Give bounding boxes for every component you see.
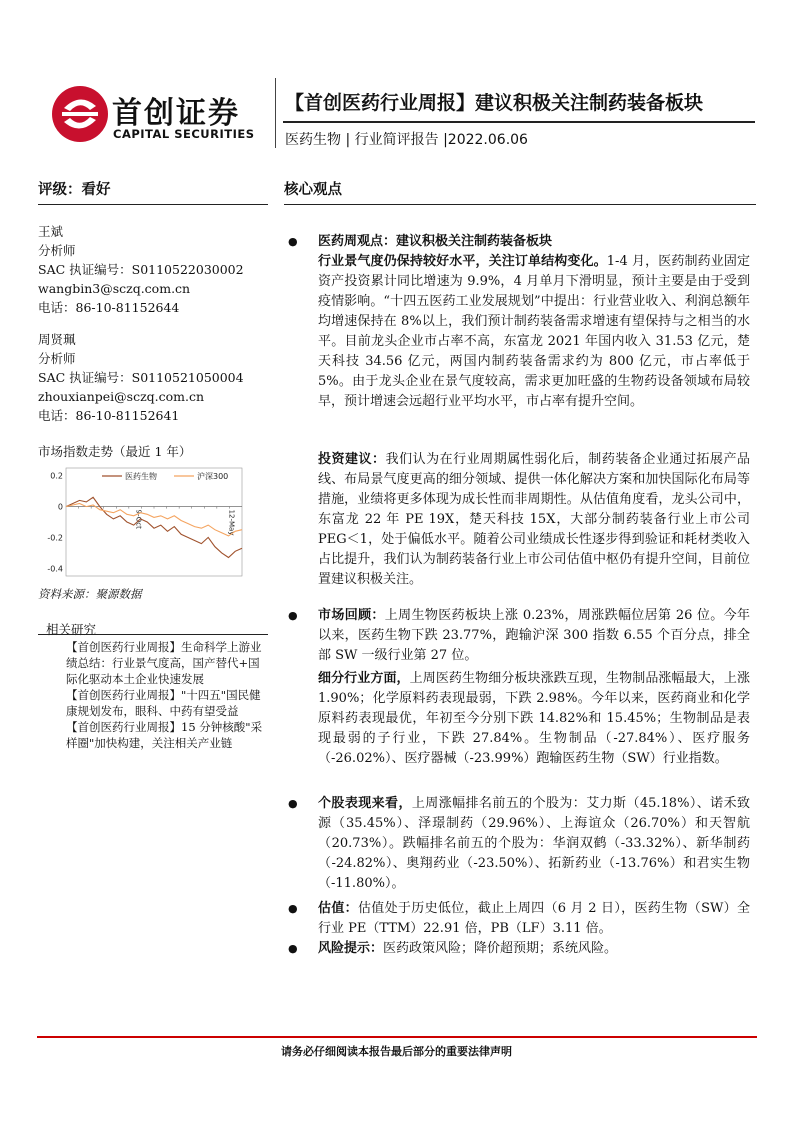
chart-source: 资料来源：聚源数据 [38, 587, 142, 601]
legend-label: 沪深300 [197, 472, 229, 481]
chart-title: 市场指数走势（最近 1 年） [38, 444, 192, 459]
report-type: 行业简评报告 [354, 132, 439, 148]
analyst-email: zhouxianpei@sczq.com.cn [38, 389, 205, 404]
bullet-icon: ● [288, 942, 298, 955]
point-text: 1-4 月，医药制药业固定资产投资累计同比增速为 9.9%，4 月单月下滑明显，预计主要是由于受到疫情影响。“十四五医药工业发展规划”中提出：行业营业收入、利润总额年均增速保持在 8%以上，我们预计制药装备需求增速有望保持与之相当的水平。目前龙头企业市占率不高，东富龙 2021 年国内收入 31.53 亿元，楚天科技 34.56 亿元，两国内制药装备需求约为 800 亿元，市占率低于 5%。由于龙头企业在景气度较高，需求更加旺盛的生物药设备领域布局较早，预计增速会远超行业平均水平，市占率有提升空间。 [318, 254, 750, 409]
point-heading: 风险提示： [318, 941, 384, 956]
core-title: 核心观点 [284, 182, 342, 198]
point-risk [318, 939, 750, 959]
point-investment-advice [318, 450, 750, 590]
related-item[interactable]: 【首创医药行业周报】"十四五"国民健康规划发布，眼科、中药有望受益 [66, 688, 261, 718]
x-tick-label: 9-Oct [134, 509, 143, 529]
right-rule [284, 204, 756, 205]
report-title: 【首创医药行业周报】建议积极关注制药装备板块 [285, 92, 704, 114]
point-heading: 医药周观点：建议积极关注制药装备板块 [318, 234, 553, 249]
x-tick-label: 12-May [227, 509, 236, 536]
point-heading: 估值： [318, 901, 358, 916]
related-item[interactable]: 【首创医药行业周报】15 分钟核酸"采样圈"加快构建，关注相关产业链 [66, 720, 263, 750]
market-index-chart [38, 464, 246, 582]
y-tick-label: -0.4 [47, 564, 63, 574]
point-text: 估值处于历史低位，截止上周四（6 月 2 日），医药生物（SW）全行业 PE（TTM）22.91 倍，PB（LF）3.11 倍。 [318, 901, 750, 936]
related-item[interactable]: 【首创医药行业周报】生命科学上游业绩总结：行业景气度高，国产替代+国际化驱动本土企业快速发展 [66, 640, 262, 686]
analyst-email: wangbin3@sczq.com.cn [38, 281, 191, 296]
point-heading: 细分行业方面， [318, 671, 410, 686]
logo-subtitle: CAPITAL SECURITIES [113, 127, 255, 141]
analyst-role: 分析师 [38, 351, 76, 366]
analyst-cert: SAC 执证编号：S0110521050004 [38, 370, 244, 385]
bullet-icon: ● [288, 235, 298, 248]
point-text: 医药政策风险；降价超预期；系统风险。 [383, 941, 618, 956]
related-list [38, 634, 268, 750]
header-divider [275, 78, 276, 148]
left-rule [38, 204, 268, 205]
bullet-icon: ● [288, 609, 298, 622]
point-heading: 市场回顾： [318, 608, 385, 623]
legend-label: 医药生物 [125, 472, 157, 481]
logo-mark-icon [50, 84, 110, 144]
bullet-icon: ● [288, 797, 298, 810]
y-tick-label: 0 [57, 502, 63, 512]
analyst-cert: SAC 执证编号：S0110522030002 [38, 262, 244, 277]
point-heading: 个股表现来看， [318, 796, 412, 811]
analyst-phone: 电话：86-10-81152644 [38, 300, 180, 315]
analyst-1 [38, 222, 244, 317]
point-subheading: 行业景气度仍保持较好水平，关注订单结构变化。 [318, 254, 607, 269]
analyst-role: 分析师 [38, 243, 76, 258]
point-market-review [318, 606, 750, 666]
footer-disclaimer[interactable]: 请务必仔细阅读本报告最后部分的重要法律声明 [281, 1045, 512, 1058]
footer-rule [37, 1036, 757, 1038]
point-text: 上周涨幅排名前五的个股为：艾力斯（45.18%）、诺禾致源（35.45%）、泽璟制药（29.96%）、上海谊众（26.70%）和天智航（20.73%）。跌幅排名前五的个股为：华润双鹤（-33.32%）、新华制药（-24.82%）、奥翔药业（-23.50%）、拓新药业（-13.76%）和君实生物（-11.80%）。 [318, 796, 750, 891]
point-valuation [318, 899, 750, 939]
analyst-name: 王斌 [38, 224, 64, 239]
related-title: 相关研究 [46, 622, 97, 637]
analyst-2 [38, 330, 244, 425]
point-heading: 投资建议： [318, 452, 386, 467]
analyst-name: 周贤珮 [38, 332, 76, 347]
point-text: 我们认为在行业周期属性弱化后，制药装备企业通过拓展产品线、布局景气度更高的细分领域、提供一体化解决方案和加快国际化布局等措施，业绩将更多体现为成长性而非周期性。从估值角度看，龙头公司中，东富龙 22 年 PE 19X，楚天科技 15X，大部分制药装备行业上市公司 PEG＜1，处于偏低水平。随着公司业绩成长性逐步得到验证和耗材类收入占比提升，我们认为制药装备行业上市公司估值中枢仍有提升空间，目前位置建议积极关注。 [318, 452, 750, 587]
report-date: 2022.06.06 [447, 132, 528, 148]
point-subsector [318, 669, 750, 769]
y-tick-label: 0.2 [50, 471, 63, 481]
rating [38, 178, 111, 199]
logo-text: 首创证券 [112, 96, 240, 131]
analyst-phone: 电话：86-10-81152641 [38, 408, 180, 423]
chart-frame [66, 468, 242, 576]
bullet-icon: ● [288, 902, 298, 915]
y-tick-label: -0.2 [47, 533, 63, 543]
header-rule [283, 121, 755, 123]
point-text: 上周医药生物细分板块涨跌互现，生物制品涨幅最大，上涨 1.90%；化学原料药表现最弱，下跌 2.98%。今年以来，医药商业和化学原料药表现最优，年初至今分别下跌 14.82%和 15.45%；生物制品是表现最弱的子行业，下跌 27.84%。生物制品（-27.84%）、医疗服务（-26.02%）、医疗器械（-23.99%）跑输医药生物（SW）行业指数。 [318, 671, 750, 766]
point-stocks [318, 794, 750, 894]
point-weekly-view [318, 232, 750, 412]
rating-value: 看好 [81, 182, 111, 198]
report-meta: 医药生物 | 行业简评报告 |2022.06.06 [285, 132, 528, 148]
rating-label: 评级： [38, 182, 82, 198]
industry: 医药生物 [285, 132, 341, 148]
point-text: 上周生物医药板块上涨 0.23%，周涨跌幅位居第 26 位。今年以来，医药生物下跌 23.77%，跑输沪深 300 指数 6.55 个百分点，排全部 SW 一级行业第 27 位。 [318, 608, 750, 663]
